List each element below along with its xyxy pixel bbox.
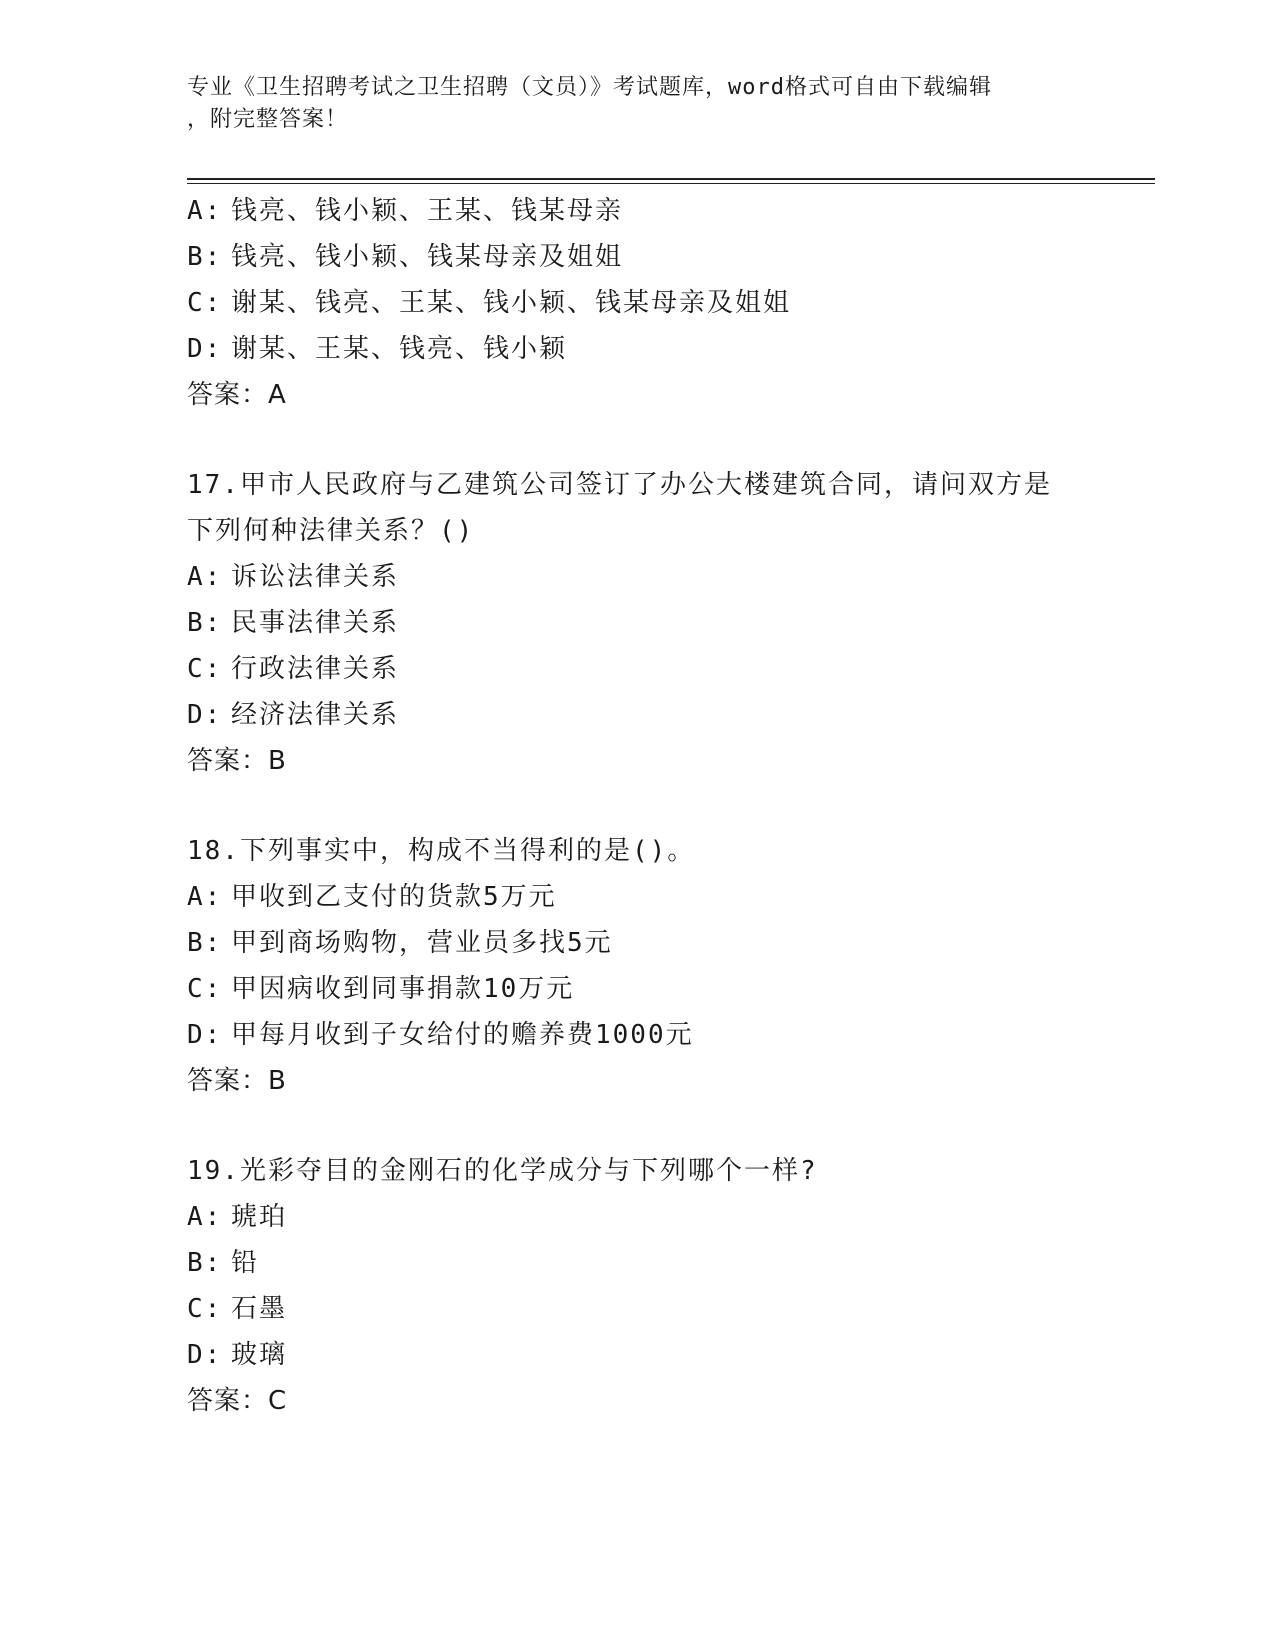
option-d — [187, 692, 1087, 738]
option-b — [187, 1240, 1087, 1286]
option-b — [187, 600, 1087, 646]
option-label: D: — [187, 1340, 223, 1370]
option-label: C: — [187, 1294, 223, 1324]
option-label: B: — [187, 242, 223, 272]
option-text: 民事法律关系 — [231, 608, 400, 638]
question-stem-continued: 下列何种法律关系？() — [187, 516, 475, 546]
question-stem: 19.光彩夺目的金刚石的化学成分与下列哪个一样? — [187, 1156, 818, 1186]
option-label: A: — [187, 562, 223, 592]
option-label: B: — [187, 928, 223, 958]
option-text: 钱亮、钱小颖、钱某母亲及姐姐 — [231, 242, 624, 272]
option-text: 行政法律关系 — [231, 654, 400, 684]
answer-line: 答案：A — [187, 380, 287, 410]
option-text: 钱亮、钱小颖、王某、钱某母亲 — [231, 196, 624, 226]
question-block-19 — [187, 1148, 1087, 1424]
option-label: A: — [187, 882, 223, 912]
option-label: D: — [187, 334, 223, 364]
option-label: D: — [187, 1020, 223, 1050]
document-header — [187, 72, 1067, 136]
option-label: B: — [187, 1248, 223, 1278]
option-text: 琥珀 — [231, 1202, 288, 1232]
option-text: 石墨 — [231, 1294, 288, 1324]
option-d — [187, 326, 1087, 372]
option-c — [187, 280, 1087, 326]
option-text: 甲因病收到同事捐款10万元 — [231, 974, 575, 1004]
question-block-18 — [187, 828, 1087, 1104]
option-label: A: — [187, 196, 223, 226]
option-d — [187, 1332, 1087, 1378]
option-text: 甲收到乙支付的货款5万元 — [231, 882, 557, 912]
option-a — [187, 188, 1087, 234]
option-label: C: — [187, 654, 223, 684]
question-block-17 — [187, 462, 1087, 784]
question-list — [187, 188, 1087, 1424]
answer-line: 答案：C — [187, 1386, 288, 1416]
header-divider-thin — [187, 183, 1155, 184]
header-line-1: 专业《卫生招聘考试之卫生招聘（文员）》考试题库，word格式可自由下载编辑 — [187, 75, 992, 100]
option-label: C: — [187, 974, 223, 1004]
question-stem: 18.下列事实中，构成不当得利的是()。 — [187, 836, 696, 866]
header-line-2: ，附完整答案！ — [187, 107, 349, 132]
option-text: 经济法律关系 — [231, 700, 400, 730]
option-label: D: — [187, 700, 223, 730]
option-a — [187, 1194, 1087, 1240]
option-d — [187, 1012, 1087, 1058]
option-b — [187, 234, 1087, 280]
option-label: B: — [187, 608, 223, 638]
answer-line: 答案：B — [187, 746, 287, 776]
option-b — [187, 920, 1087, 966]
question-stem: 17.甲市人民政府与乙建筑公司签订了办公大楼建筑合同，请问双方是 — [187, 470, 1052, 500]
option-c — [187, 1286, 1087, 1332]
option-text: 甲每月收到子女给付的赡养费1000元 — [231, 1020, 694, 1050]
header-divider — [187, 178, 1155, 180]
option-c — [187, 646, 1087, 692]
option-text: 甲到商场购物，营业员多找5元 — [231, 928, 613, 958]
option-a — [187, 874, 1087, 920]
option-text: 玻璃 — [231, 1340, 288, 1370]
question-block-16 — [187, 188, 1087, 418]
option-text: 谢某、王某、钱亮、钱小颖 — [231, 334, 568, 364]
option-text: 铅 — [231, 1248, 260, 1278]
option-c — [187, 966, 1087, 1012]
option-text: 诉讼法律关系 — [231, 562, 400, 592]
option-label: A: — [187, 1202, 223, 1232]
answer-line: 答案：B — [187, 1066, 287, 1096]
option-a — [187, 554, 1087, 600]
option-label: C: — [187, 288, 223, 318]
option-text: 谢某、钱亮、王某、钱小颖、钱某母亲及姐姐 — [231, 288, 792, 318]
